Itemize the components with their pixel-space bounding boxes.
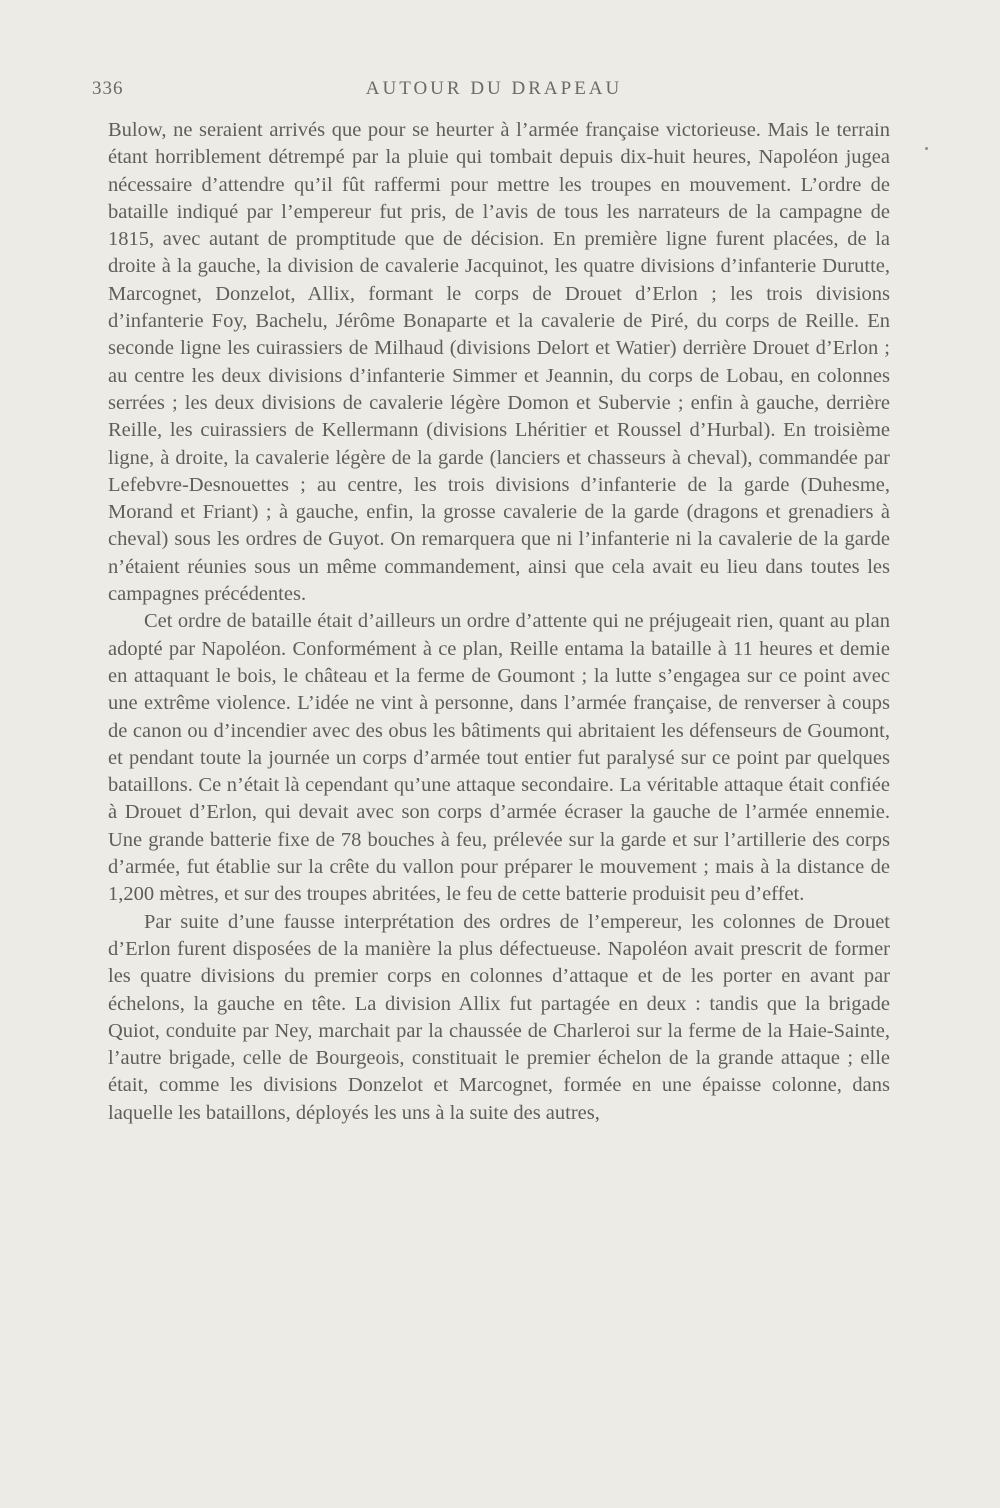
page-number: 336 — [92, 78, 124, 99]
paragraph-1: Bulow, ne seraient arrivés que pour se heurter à l’armée française victorieuse. Mais le terrain étant horriblement détrempé par la pluie qui tombait depuis dix-huit heures, Napoléon jugea nécessaire d’attendre qu’il fût raffermi pour mettre les troupes en mouvement. L’ordre de bataille indiqué par l’empereur fut pris, de l’avis de tous les narrateurs de la campagne de 1815, avec autant de promptitude que de décision. En première ligne furent placées, de la droite à la gauche, la division de cavalerie Jacquinot, les quatre divisions d’infanterie Durutte, Marcognet, Donzelot, Allix, formant le corps de Drouet d’Erlon ; les trois divisions d’infanterie Foy, Bachelu, Jérôme Bonaparte et la cavalerie de Piré, du corps de Reille. En seconde ligne les cuirassiers de Milhaud (divisions Delort et Watier) derrière Drouet d’Erlon ; au centre les deux divisions d’infanterie Simmer et Jeannin, du corps de Lobau, en colonnes serrées ; les deux divisions de cavalerie légère Domon et Subervie ; enfin à gauche, derrière Reille, les cuirassiers de Kellermann (divisions Lhéritier et Roussel d’Hurbal). En troisième ligne, à droite, la cavalerie légère de la garde (lanciers et chasseurs à cheval), commandée par Lefebvre-Desnouettes ; au centre, les trois divisions d’infanterie de la garde (Duhesme, Morand et Friant) ; à gauche, enfin, la grosse cavalerie de la garde (dragons et grenadiers à cheval) sous les ordres de Guyot. On remarquera que ni l’infanterie ni la cavalerie de la garde n’étaient réunies sous un même commandement, ainsi que cela avait eu lieu dans toutes les campagnes précédentes. — [108, 119, 890, 606]
paragraph-3: Par suite d’une fausse interprétation des ordres de l’empereur, les colonnes de Drouet d’Erlon furent disposées de la manière la plus défectueuse. Napoléon avait prescrit de former les quatre divisions du premier corps en colonnes d’attaque et de les porter en avant par échelons, la gauche en tête. La division Allix fut partagée en deux : tandis que la brigade Quiot, conduite par Ney, marchait par la chaussée de Charleroi sur la ferme de la Haie-Sainte, l’autre brigade, celle de Bourgeois, constituait le premier échelon de la grande attaque ; elle était, comme les divisions Donzelot et Marcognet, formée en une épaisse colonne, dans laquelle les bataillons, déployés les uns à la suite des autres, — [108, 910, 890, 1124]
paragraph-2: Cet ordre de bataille était d’ailleurs un ordre d’attente qui ne préjugeait rien, quant au plan adopté par Napoléon. Conformément à ce plan, Reille entama la bataille à 11 heures et demie en attaquant le bois, le château et la ferme de Goumont ; la lutte s’engagea sur ce point avec une extrême violence. L’idée ne vint à personne, dans l’armée française, de renverser à coups de canon ou d’incendier avec des obus les bâtiments qui abritaient les défenseurs de Goumont, et pendant toute la journée un corps d’armée tout entier fut paralysé sur ce point par quelques bataillons. Ce n’était là cependant qu’une attaque secondaire. La véritable attaque était confiée à Drouet d’Erlon, qui devait avec son corps d’armée écraser la gauche de l’armée ennemie. Une grande batterie fixe de 78 bouches à feu, prélevée sur la garde et sur l’artillerie des corps d’armée, fut établie sur la crête du vallon pour préparer le mouvement ; mais à la distance de 1,200 mètres, et sur des troupes abritées, le feu de cette batterie produisit peu d’effet. — [108, 610, 890, 906]
running-title: AUTOUR DU DRAPEAU — [365, 78, 623, 99]
body-text — [108, 117, 890, 1127]
running-header — [92, 78, 896, 108]
paper-speck — [925, 147, 928, 150]
